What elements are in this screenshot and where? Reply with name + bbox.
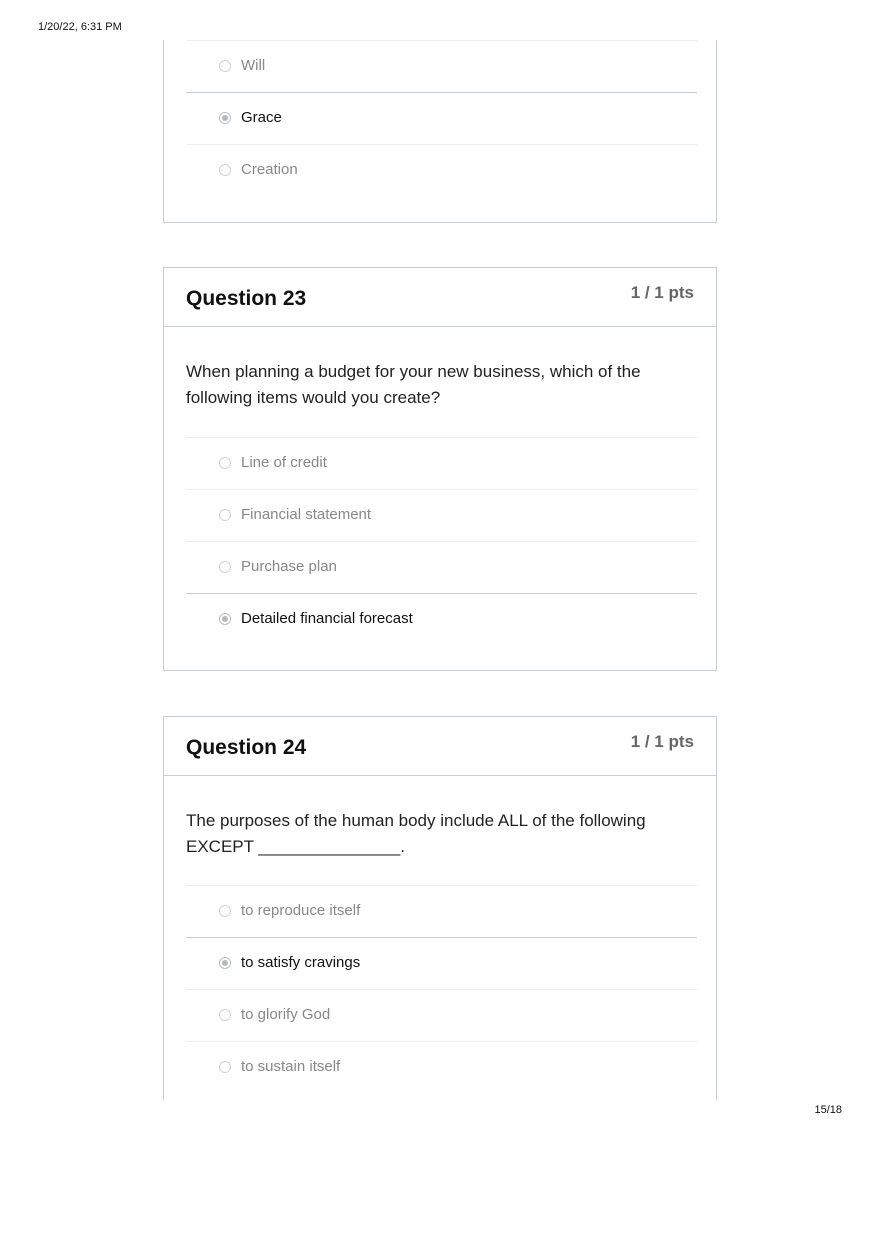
radio-icon[interactable] — [219, 905, 231, 917]
answer-label: Grace — [241, 109, 282, 126]
answer-label: Detailed financial forecast — [241, 610, 413, 627]
question-text: When planning a budget for your new business, which of the following items would you create? — [186, 362, 641, 407]
radio-icon[interactable] — [219, 509, 231, 521]
answer-label: Line of credit — [241, 454, 327, 471]
question-points: 1 / 1 pts — [630, 732, 694, 751]
radio-icon[interactable] — [219, 164, 231, 176]
question-title: Question 24 — [186, 736, 307, 759]
answer-label: to satisfy cravings — [241, 954, 361, 971]
radio-icon[interactable] — [219, 561, 231, 573]
print-page-number: 15/18 — [814, 1104, 842, 1116]
question-card-previous — [163, 40, 717, 223]
radio-selected-icon[interactable] — [219, 613, 231, 625]
question-header — [164, 268, 716, 327]
answer-label: to glorify God — [241, 1006, 331, 1023]
answer-option-selected[interactable] — [186, 937, 697, 989]
radio-selected-icon[interactable] — [219, 957, 231, 969]
answer-option[interactable] — [186, 989, 697, 1041]
question-text: The purposes of the human body include ALL of the following EXCEPT _______________. — [186, 811, 646, 856]
radio-icon[interactable] — [219, 1009, 231, 1021]
answer-option-selected[interactable] — [186, 593, 697, 645]
answer-list — [186, 885, 697, 1093]
answer-label: Creation — [241, 161, 298, 178]
answer-option[interactable] — [186, 885, 697, 937]
answer-label: Financial statement — [241, 506, 372, 523]
answer-list — [186, 40, 697, 196]
answer-option[interactable] — [186, 437, 697, 489]
question-card-24 — [163, 716, 717, 1100]
answer-label: Will — [241, 57, 266, 74]
answer-list — [186, 437, 697, 645]
answer-option-selected[interactable] — [186, 92, 697, 144]
answer-option[interactable] — [186, 40, 697, 92]
radio-icon[interactable] — [219, 457, 231, 469]
answer-option[interactable] — [186, 1041, 697, 1093]
answer-label: to sustain itself — [241, 1058, 341, 1075]
print-datetime: 1/20/22, 6:31 PM — [38, 21, 122, 33]
answer-option[interactable] — [186, 144, 697, 196]
question-title: Question 23 — [186, 287, 307, 310]
answer-label: Purchase plan — [241, 558, 337, 575]
radio-icon[interactable] — [219, 1061, 231, 1073]
radio-icon[interactable] — [219, 60, 231, 72]
answer-option[interactable] — [186, 541, 697, 593]
answer-option[interactable] — [186, 489, 697, 541]
answer-label: to reproduce itself — [241, 902, 361, 919]
question-card-23 — [163, 267, 717, 671]
radio-selected-icon[interactable] — [219, 112, 231, 124]
question-header — [164, 717, 716, 776]
question-points: 1 / 1 pts — [630, 283, 694, 302]
